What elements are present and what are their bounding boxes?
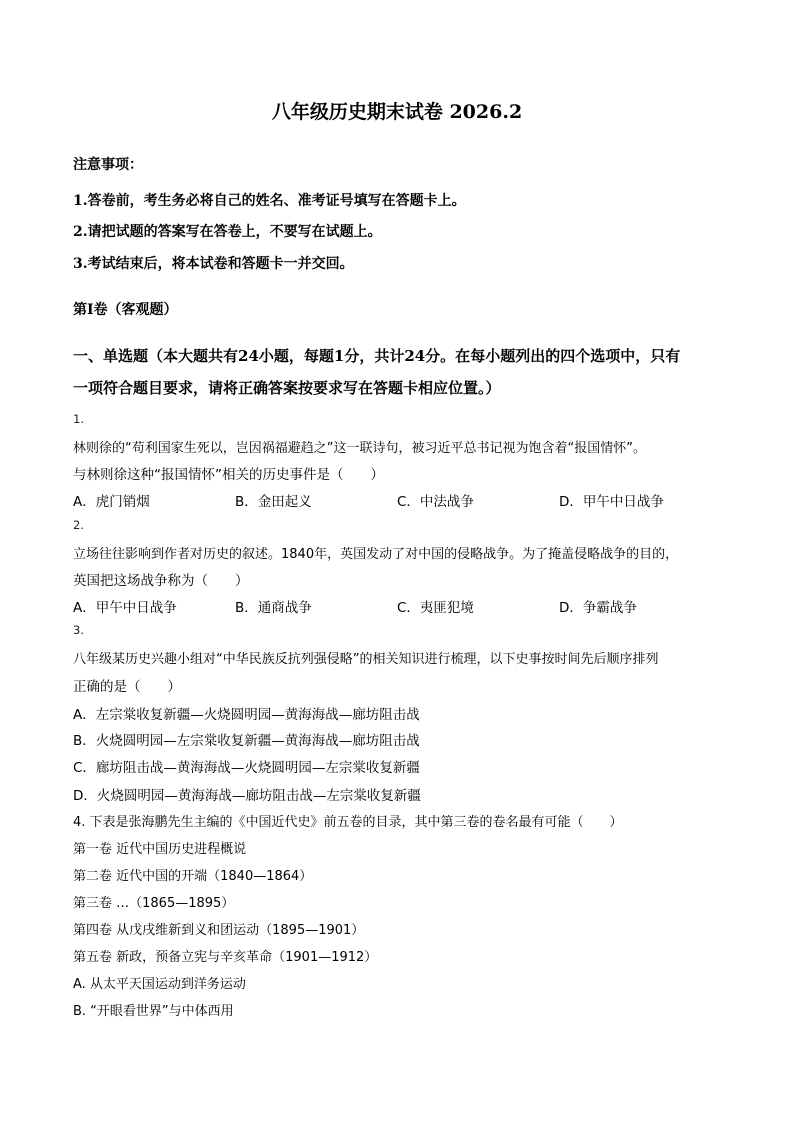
question-2-option-a: A．甲午中日战争	[73, 600, 177, 616]
question-2-options	[73, 596, 733, 616]
question-3-stem-line-2: 正确的是（ ）	[73, 679, 181, 695]
question-3-number: 3.	[73, 623, 84, 637]
notice-item-3: 3.考试结束后，将本试卷和答题卡一并交回。	[73, 256, 354, 272]
section-instruction-line-2: 一项符合题目要求，请将正确答案按要求写在答题卡相应位置。）	[73, 379, 501, 397]
question-4-toc-vol-2: 第二卷 近代中国的开端（1840—1864）	[73, 869, 313, 884]
question-4-toc-vol-1: 第一卷 近代中国历史进程概说	[73, 842, 247, 857]
exam-title: 八年级历史期末试卷 2026.2	[271, 101, 523, 123]
notice-item-1: 1.答卷前，考生务必将自己的姓名、准考证号填写在答题卡上。	[73, 193, 466, 209]
question-1-stem-line-2: 与林则徐这种“报国情怀”相关的历史事件是（ ）	[73, 467, 384, 483]
question-3-option-a: A．左宗棠收复新疆—火烧圆明园—黄海海战—廊坊阻击战	[73, 707, 420, 723]
question-3-option-c: C．廊坊阻击战—黄海海战—火烧圆明园—左宗棠收复新疆	[73, 760, 420, 776]
notice-heading: 注意事项：	[73, 157, 143, 173]
question-4-option-b: B. “开眼看世界”与中体西用	[73, 1004, 234, 1019]
question-2-stem-line-2: 英国把这场战争称为（ ）	[73, 573, 249, 589]
section-instruction-line-1: 一、单选题（本大题共有24小题，每题1分，共计24分。在每小题列出的四个选项中，只有	[73, 347, 681, 365]
volume-heading: 第Ⅰ卷（客观题）	[73, 302, 178, 318]
question-4-toc-vol-5: 第五卷 新政，预备立宪与辛亥革命（1901—1912）	[73, 950, 378, 965]
question-2-option-d: D．争霸战争	[559, 600, 637, 616]
question-1-option-a: A．虎门销烟	[73, 494, 150, 510]
question-1-option-d: D．甲午中日战争	[559, 494, 664, 510]
question-2-number: 2.	[73, 518, 84, 532]
question-4-toc-vol-4: 第四卷 从戊戌维新到义和团运动（1895—1901）	[73, 923, 365, 938]
question-1-stem-line-1: 林则徐的“苟利国家生死以，岂因祸福避趋之”这一联诗句，被习近平总书记视为饱含着“报国情怀”。	[73, 441, 646, 456]
question-1-options	[73, 490, 733, 510]
question-3-option-b: B．火烧圆明园—左宗棠收复新疆—黄海海战—廊坊阻击战	[73, 733, 420, 749]
question-4-stem: 4. 下表是张海鹏先生主编的《中国近代史》前五卷的目录，其中第三卷的卷名最有可能（ ）	[73, 815, 623, 830]
question-1-option-b: B．金田起义	[235, 494, 312, 510]
question-3-stem-line-1: 八年级某历史兴趣小组对“中华民族反抗列强侵略”的相关知识进行梳理，以下史事按时间先后顺序排列	[73, 652, 659, 667]
question-1-number: 1.	[73, 412, 84, 426]
question-2-option-c: C．夷匪犯境	[397, 600, 474, 616]
question-4-toc-vol-3: 第三卷 …（1865—1895）	[73, 896, 235, 911]
question-1-option-c: C．中法战争	[397, 494, 474, 510]
question-3-option-d: D．火烧圆明园—黄海海战—廊坊阻击战—左宗棠收复新疆	[73, 788, 421, 804]
question-4-option-a: A. 从太平天国运动到洋务运动	[73, 977, 246, 992]
notice-item-2: 2.请把试题的答案写在答卷上，不要写在试题上。	[73, 224, 382, 240]
question-2-option-b: B．通商战争	[235, 600, 312, 616]
question-2-stem-line-1: 立场往往影响到作者对历史的叙述。1840年，英国发动了对中国的侵略战争。为了掩盖侵略战争的目的，	[73, 547, 679, 562]
